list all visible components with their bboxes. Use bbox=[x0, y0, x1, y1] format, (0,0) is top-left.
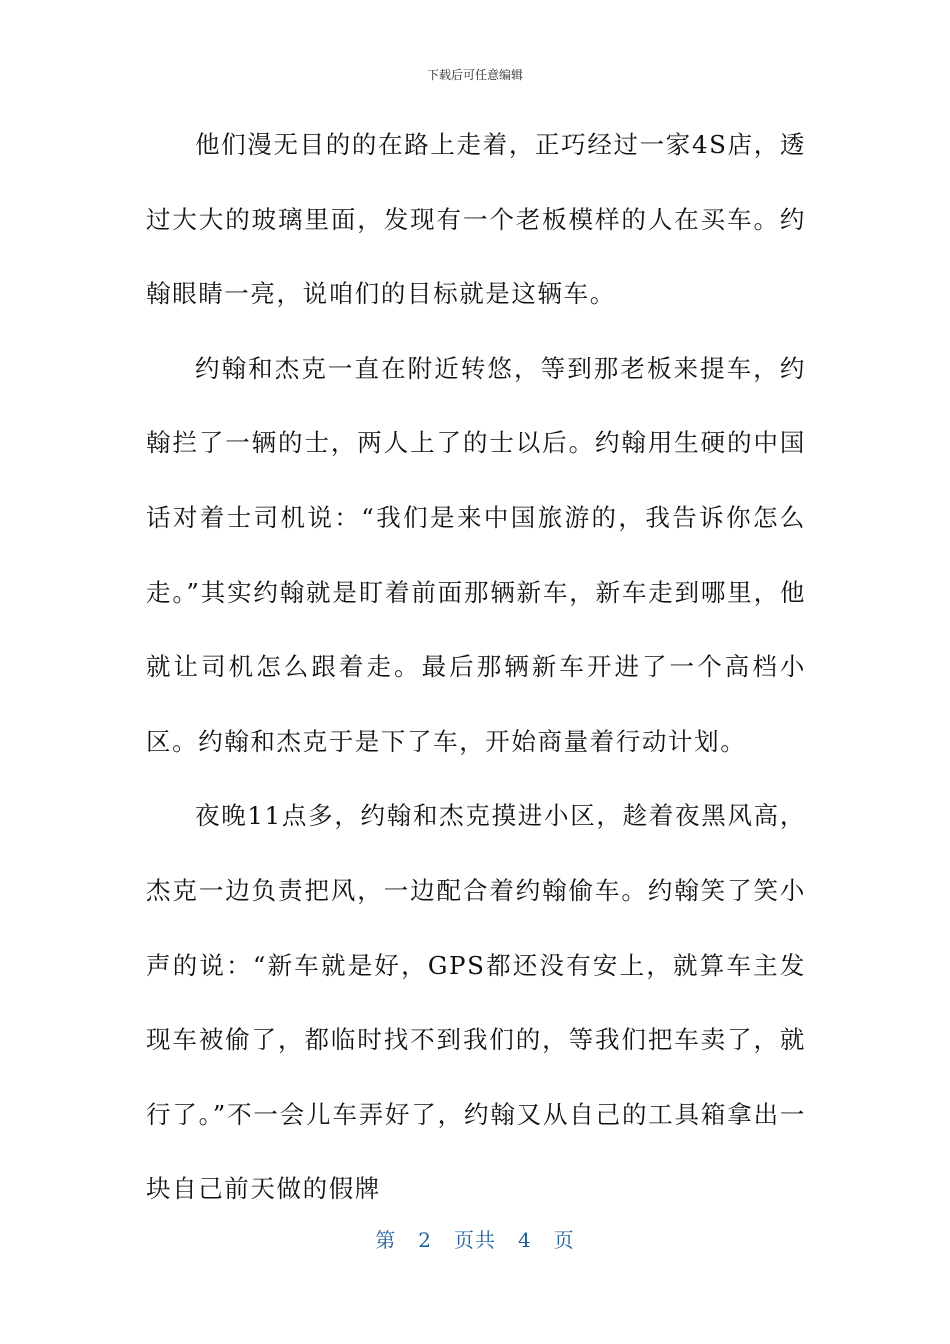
footer-current-page: 2 bbox=[418, 1228, 432, 1252]
paragraph-1: 他们漫无目的的在路上走着，正巧经过一家4S店，透过大大的玻璃里面，发现有一个老板模样的人在买车。约翰眼睛一亮，说咱们的目标就是这辆车。 bbox=[146, 130, 806, 309]
footer-middle: 页共 bbox=[454, 1228, 496, 1252]
document-body bbox=[146, 108, 806, 1227]
footer-prefix: 第 bbox=[375, 1228, 397, 1252]
footer-total-pages: 4 bbox=[518, 1228, 532, 1252]
header-note: 下载后可任意编辑 bbox=[426, 68, 523, 82]
footer-suffix: 页 bbox=[553, 1228, 575, 1252]
page-footer bbox=[0, 1224, 950, 1253]
paragraph-2: 约翰和杰克一直在附近转悠，等到那老板来提车，约翰拦了一辆的士，两人上了的士以后。约翰用生硬的中国话对着士司机说：“我们是来中国旅游的，我告诉你怎么走。”其实约翰就是盯着前面那辆新车，新车走到哪里，他就让司机怎么跟着走。最后那辆新车开进了一个高档小区。约翰和杰克于是下了车，开始商量着行动计划。 bbox=[146, 353, 806, 756]
paragraph-3: 夜晚11点多，约翰和杰克摸进小区，趁着夜黑风高，杰克一边负责把风，一边配合着约翰偷车。约翰笑了笑小声的说：“新车就是好，GPS都还没有安上，就算车主发现车被偷了，都临时找不到我们的，等我们把车卖了，就行了。”不一会儿车弄好了，约翰又从自己的工具箱拿出一块自己前天做的假牌 bbox=[146, 801, 806, 1204]
